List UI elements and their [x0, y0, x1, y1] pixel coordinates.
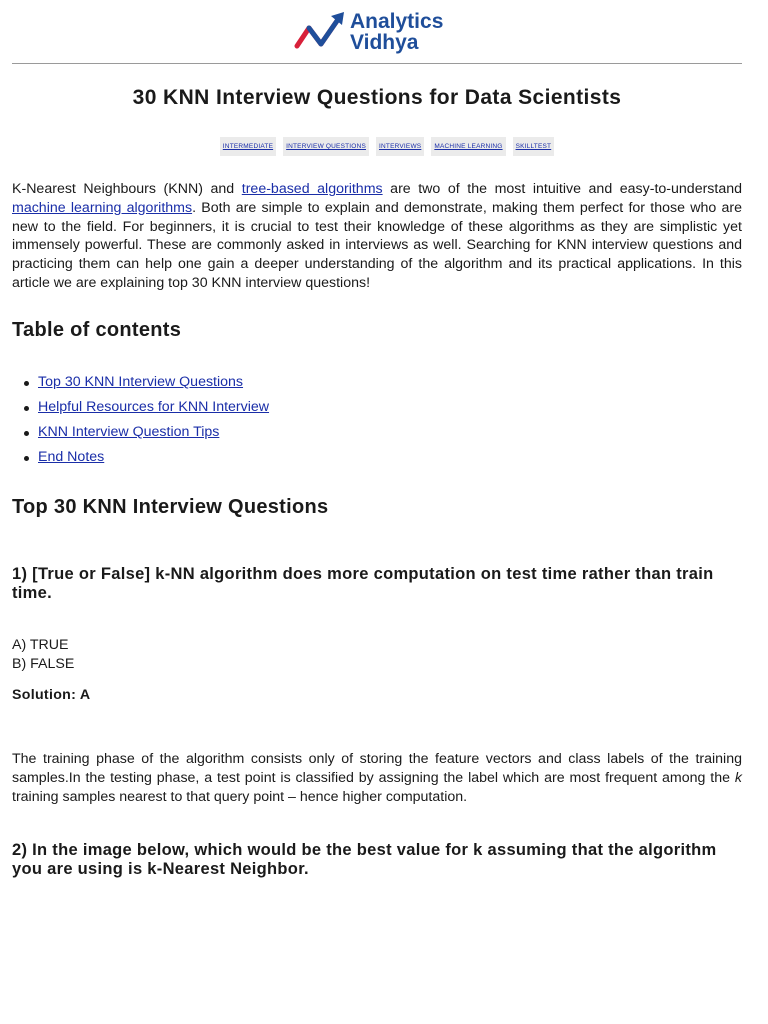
intro-text-1: K-Nearest Neighbours (KNN) and — [12, 181, 242, 197]
section-heading: Top 30 KNN Interview Questions — [12, 496, 329, 518]
tag-skilltest[interactable]: SKILLTEST — [513, 137, 555, 156]
toc-item — [12, 448, 269, 473]
question-1-heading: 1) [True or False] k-NN algorithm does more computation on test time rather than train time. — [12, 565, 714, 602]
option-a: A) TRUE — [12, 637, 69, 653]
option-b: B) FALSE — [12, 656, 75, 672]
machine-learning-algorithms-link[interactable]: machine learning algorithms — [12, 199, 193, 216]
question-1-explanation — [12, 750, 742, 807]
explanation-text-2: training samples nearest to that query point – hence higher computation. — [12, 789, 468, 805]
toc-item — [12, 423, 269, 448]
explanation-k: k — [734, 770, 742, 786]
analytics-vidhya-logo-icon — [294, 10, 348, 54]
site-logo[interactable] — [294, 10, 443, 54]
explanation-text-1: The training phase of the algorithm consists only of storing the feature vectors and class labels of the training samples.In the testing phase, a test point is classified by assigning the label which are most frequent among the — [12, 751, 742, 786]
tag-machine-learning[interactable]: MACHINE LEARNING — [431, 137, 505, 156]
logo-line-2: Vidhya — [350, 31, 419, 54]
toc-heading: Table of contents — [12, 319, 182, 341]
toc-link-resources[interactable]: Helpful Resources for KNN Interview — [38, 399, 270, 415]
question-1-options — [12, 636, 74, 674]
question-2-heading: 2) In the image below, which would be the best value for k assuming that the algorithm you are using is k-Nearest Neighbor. — [12, 841, 717, 878]
toc-list — [12, 373, 269, 473]
site-header — [0, 0, 768, 64]
logo-wordmark — [350, 11, 443, 53]
tag-interviews[interactable]: INTERVIEWS — [376, 137, 424, 156]
intro-text-2: are two of the most intuitive and easy-to-understand — [382, 181, 743, 197]
toc-item — [12, 398, 269, 423]
header-divider — [12, 63, 742, 64]
intro-paragraph — [12, 180, 742, 293]
tag-list — [0, 137, 768, 156]
logo-line-1: Analytics — [350, 10, 444, 33]
article-title: 30 KNN Interview Questions for Data Scientists — [132, 86, 622, 109]
toc-item — [12, 373, 269, 398]
toc-link-tips[interactable]: KNN Interview Question Tips — [38, 424, 220, 440]
intro-text-3: . Both are simple to explain and demonstrate, making them perfect for those who are new to the field. For beginners, it is crucial to test their knowledge of these algorithms as they are simplistic yet immensely powerful. These are commonly asked in interviews as well. Searching for KNN interview questions and practicing them can help one gain a deeper understanding of the algorithm and its practical applications. In this article we are explaining top 30 KNN interview questions! — [12, 199, 743, 291]
toc-link-top-30[interactable]: Top 30 KNN Interview Questions — [38, 374, 244, 390]
tag-interview-questions[interactable]: INTERVIEW QUESTIONS — [283, 137, 369, 156]
question-1-solution: Solution: A — [12, 687, 91, 703]
toc-link-end-notes[interactable]: End Notes — [38, 449, 105, 465]
tree-based-algorithms-link[interactable]: tree-based algorithms — [241, 181, 383, 197]
tag-intermediate[interactable]: INTERMEDIATE — [220, 137, 276, 156]
